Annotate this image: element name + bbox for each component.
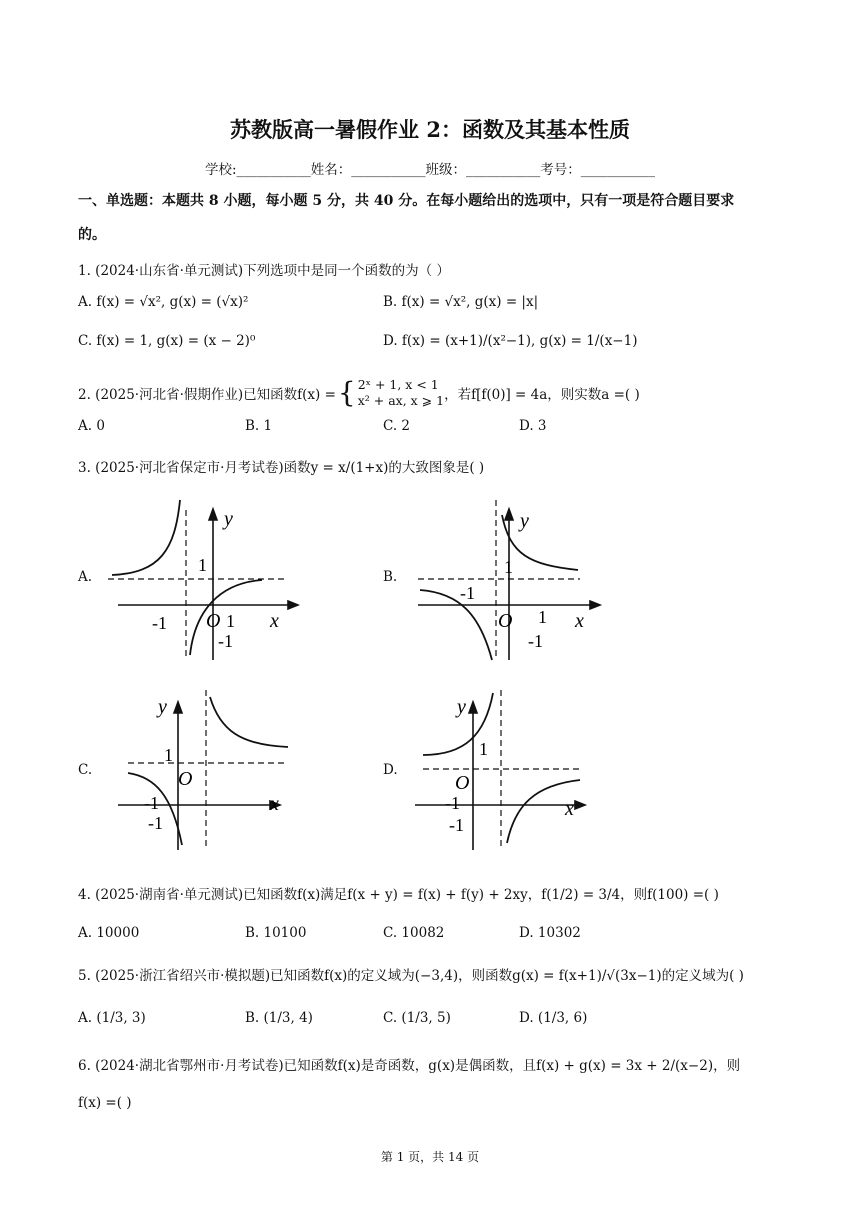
q4-option-b: B. 10100 (245, 925, 307, 941)
graph-a-x-one-label: 1 (226, 611, 235, 631)
graph-a-x-label: x (270, 610, 279, 632)
graph-d-y-label: y (457, 696, 466, 718)
graph-d-neg1-label: -1 (445, 793, 460, 813)
graph-d-x-label: x (565, 798, 574, 820)
q5-option-a: A. (1/3, 3) (78, 1010, 146, 1026)
graph-d-y-neg1-label: -1 (449, 815, 464, 835)
graph-d-origin-label: O (455, 772, 470, 794)
q1-stem: 1. (2024·山东省·单元测试)下列选项中是同一个函数的为（ ） (78, 263, 450, 279)
q5-stem: 5. (2025·浙江省绍兴市·模拟题)已知函数f(x)的定义域为(−3,4)，则函数g(x) = f(x+1)/√(3x−1)的定义域为( ) (78, 968, 744, 984)
q5-option-b: B. (1/3, 4) (245, 1010, 313, 1026)
q3-option-c: C. (78, 762, 93, 778)
q3-option-d: D. (383, 762, 398, 778)
graph-c-origin-label: O (178, 768, 193, 790)
graph-a-neg1-label: -1 (152, 613, 167, 633)
graph-c-neg1-label: -1 (144, 793, 159, 813)
q5-option-d: D. (1/3, 6) (519, 1010, 588, 1026)
q6-stem-line2: f(x) =( ) (78, 1095, 132, 1111)
q2-option-a: A. 0 (78, 418, 105, 434)
q3-graph-b (410, 495, 610, 665)
graph-b-x-label: x (575, 610, 584, 632)
graph-b-neg1-label: -1 (460, 583, 475, 603)
section-heading-line1: 一、单选题：本题共 8 小题，每小题 5 分，共 40 分。在每小题给出的选项中，只有一项是符合题目要求 (78, 193, 735, 209)
graph-c-x-label: x (270, 793, 279, 815)
q3-stem: 3. (2025·河北省保定市·月考试卷)函数y = x/(1+x)的大致图象是( ) (78, 460, 485, 476)
graph-c-y-label: y (158, 696, 167, 718)
graph-b-y-label: y (520, 510, 529, 532)
page-footer: 第 1 页，共 14 页 (380, 1150, 480, 1164)
graph-a-y-label: y (224, 508, 233, 530)
graph-c-one-label: 1 (164, 745, 173, 765)
q2-case-1: 2ˣ + 1, x < 1 (357, 377, 439, 392)
q1-option-b: B. f(x) = √x², g(x) = |x| (383, 294, 539, 310)
graph-a-y-neg1-label: -1 (218, 631, 233, 651)
q2-stem-pre: 2. (2025·河北省·假期作业)已知函数f(x) = (78, 387, 336, 403)
q2-piecewise-cases (358, 377, 444, 409)
brace-symbol: { (337, 376, 356, 409)
graph-b-x-one-label: 1 (538, 607, 547, 627)
q3-graph-d (405, 685, 595, 855)
graph-d-one-label: 1 (479, 739, 488, 759)
q3-option-b: B. (383, 569, 398, 585)
q1-option-c: C. f(x) = 1, g(x) = (x − 2)⁰ (78, 333, 256, 349)
graph-c-y-neg1-label: -1 (148, 813, 163, 833)
q3-graph-c (110, 685, 300, 855)
graph-b-origin-label: O (498, 610, 513, 632)
q2-stem (78, 377, 640, 409)
page-title: 苏教版高一暑假作业 2：函数及其基本性质 (230, 117, 630, 142)
graph-b-one-label: 1 (504, 557, 513, 577)
section-heading-line2: 的。 (78, 227, 106, 243)
q6-stem-line1: 6. (2024·湖北省鄂州市·月考试卷)已知函数f(x)是奇函数，g(x)是偶函数，且f(x) + g(x) = 3x + 2/(x−2)，则 (78, 1058, 741, 1074)
q4-option-a: A. 10000 (78, 925, 140, 941)
q4-option-c: C. 10082 (383, 925, 445, 941)
q2-case-2: x² + ax, x ⩾ 1 (357, 393, 445, 408)
q3-option-a: A. (78, 569, 93, 585)
q1-option-d: D. f(x) = (x+1)/(x²−1), g(x) = 1/(x−1) (383, 333, 638, 349)
q5-option-c: C. (1/3, 5) (383, 1010, 451, 1026)
q2-option-b: B. 1 (245, 418, 273, 434)
q2-option-c: C. 2 (383, 418, 411, 434)
q3-graph-a (100, 495, 300, 665)
q1-option-a: A. f(x) = √x², g(x) = (√x)² (78, 294, 249, 310)
q2-option-d: D. 3 (519, 418, 547, 434)
q4-option-d: D. 10302 (519, 925, 581, 941)
graph-b-y-neg1-label: -1 (528, 631, 543, 651)
graph-a-one-label: 1 (198, 555, 207, 575)
student-info-line: 学校:___________姓名：___________班级：___________考号：___________ (204, 162, 656, 178)
graph-a-origin-label: O (206, 610, 221, 632)
q4-stem: 4. (2025·湖南省·单元测试)已知函数f(x)满足f(x + y) = f(x) + f(y) + 2xy，f(1/2) = 3/4，则f(100) =( ) (78, 887, 719, 903)
q2-stem-post: ，若f[f(0)] = 4a，则实数a =( ) (444, 387, 640, 403)
